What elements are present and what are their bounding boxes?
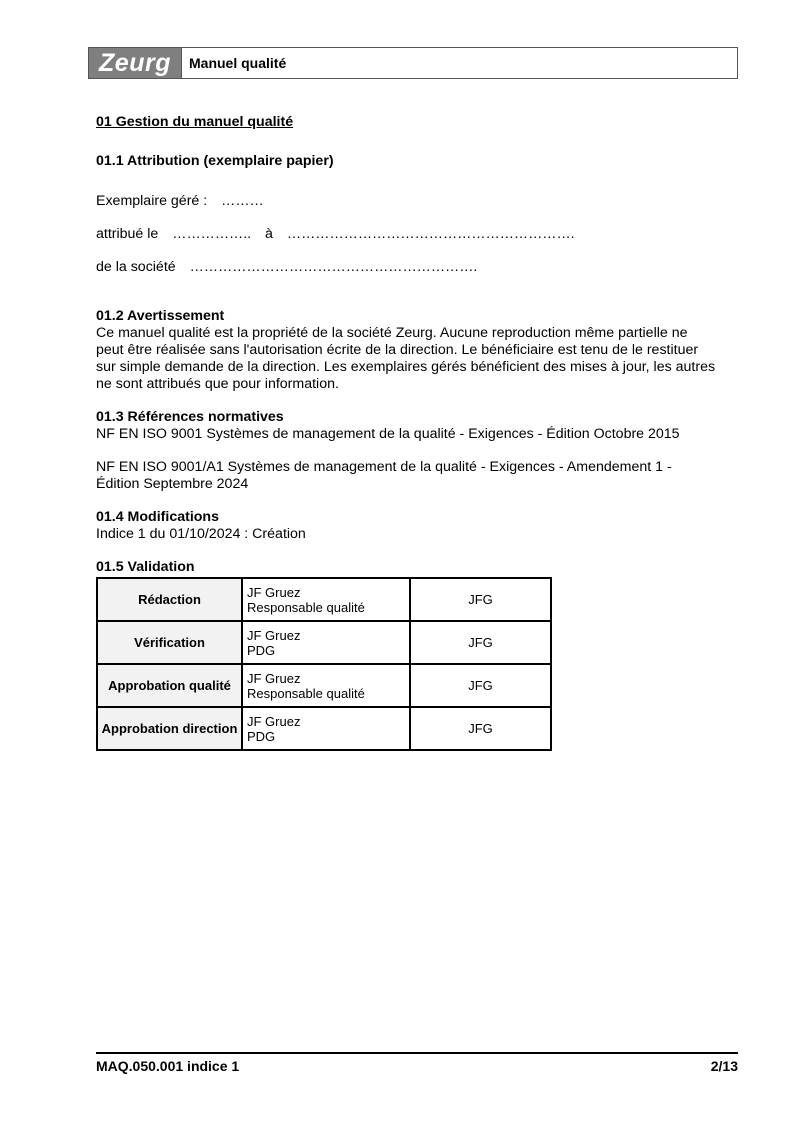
document-title: Manuel qualité bbox=[189, 55, 287, 71]
references-title: 01.3 Références normatives bbox=[96, 409, 284, 425]
exemplaire-label: Exemplaire géré : bbox=[96, 193, 208, 209]
role-cell: Vérification bbox=[97, 621, 242, 664]
role-cell: Approbation direction bbox=[97, 707, 242, 750]
exemplaire-line bbox=[96, 193, 716, 210]
validation-title: 01.5 Validation bbox=[96, 559, 195, 575]
visa-cell: JFG bbox=[410, 578, 551, 621]
company-logo: Zeurg bbox=[89, 48, 182, 78]
validation-table bbox=[96, 577, 552, 751]
societe-line bbox=[96, 259, 716, 276]
modifications-title: 01.4 Modifications bbox=[96, 509, 219, 525]
modifications-text: Indice 1 du 01/10/2024 : Création bbox=[96, 526, 306, 542]
document-reference: MAQ.050.001 indice 1 bbox=[96, 1058, 240, 1074]
person-function: Responsable qualité bbox=[247, 685, 365, 701]
attribution-title: 01.1 Attribution (exemplaire papier) bbox=[96, 153, 334, 169]
modifications-section bbox=[96, 509, 716, 543]
attribution-section bbox=[96, 153, 716, 276]
page-content bbox=[96, 114, 716, 751]
avertissement-text: Ce manuel qualité est la propriété de la société Zeurg. Aucune reproduction même partielle ne peut être réalisée sans l'autorisation écrite de la direction. Le bénéficiaire est tenu de le restituer sur simple demande de la direction. Les exemplaires gérés bénéficient des mises à jour, les autres ne sont attribués que pour information. bbox=[96, 325, 716, 392]
person-name: JF Gruez bbox=[247, 713, 301, 729]
attribue-date-dots: …………….. bbox=[172, 226, 252, 242]
person-cell bbox=[242, 621, 410, 664]
validation-section bbox=[96, 559, 716, 751]
person-name: JF Gruez bbox=[247, 627, 301, 643]
attribue-line bbox=[96, 226, 716, 243]
page-header bbox=[88, 47, 738, 79]
person-cell bbox=[242, 707, 410, 750]
table-row bbox=[97, 707, 551, 750]
avertissement-section bbox=[96, 308, 716, 393]
page-footer bbox=[96, 1052, 738, 1074]
reference-item: NF EN ISO 9001/A1 Systèmes de management de la qualité - Exigences - Amendement 1 - Édition Septembre 2024 bbox=[96, 459, 672, 492]
person-name: JF Gruez bbox=[247, 670, 301, 686]
person-function: PDG bbox=[247, 728, 276, 744]
table-row bbox=[97, 664, 551, 707]
visa-cell: JFG bbox=[410, 621, 551, 664]
person-cell bbox=[242, 578, 410, 621]
page-number: 2/13 bbox=[710, 1058, 738, 1074]
role-cell: Rédaction bbox=[97, 578, 242, 621]
person-function: Responsable qualité bbox=[247, 599, 365, 615]
person-cell bbox=[242, 664, 410, 707]
attribue-name-dots: ……………………………………………………. bbox=[286, 226, 575, 242]
exemplaire-dots: ……… bbox=[221, 193, 264, 209]
table-row bbox=[97, 621, 551, 664]
visa-cell: JFG bbox=[410, 664, 551, 707]
attribue-label: attribué le bbox=[96, 226, 159, 242]
avertissement-title: 01.2 Avertissement bbox=[96, 308, 225, 324]
person-name: JF Gruez bbox=[247, 584, 301, 600]
attribue-a: à bbox=[265, 226, 273, 242]
societe-dots: ……………………………………………………. bbox=[189, 259, 478, 275]
person-function: PDG bbox=[247, 642, 276, 658]
table-row bbox=[97, 578, 551, 621]
role-cell: Approbation qualité bbox=[97, 664, 242, 707]
reference-item: NF EN ISO 9001 Systèmes de management de la qualité - Exigences - Édition Octobre 2015 bbox=[96, 426, 680, 442]
societe-label: de la société bbox=[96, 259, 176, 275]
visa-cell: JFG bbox=[410, 707, 551, 750]
section-title: 01 Gestion du manuel qualité bbox=[96, 114, 294, 130]
references-section bbox=[96, 409, 716, 493]
